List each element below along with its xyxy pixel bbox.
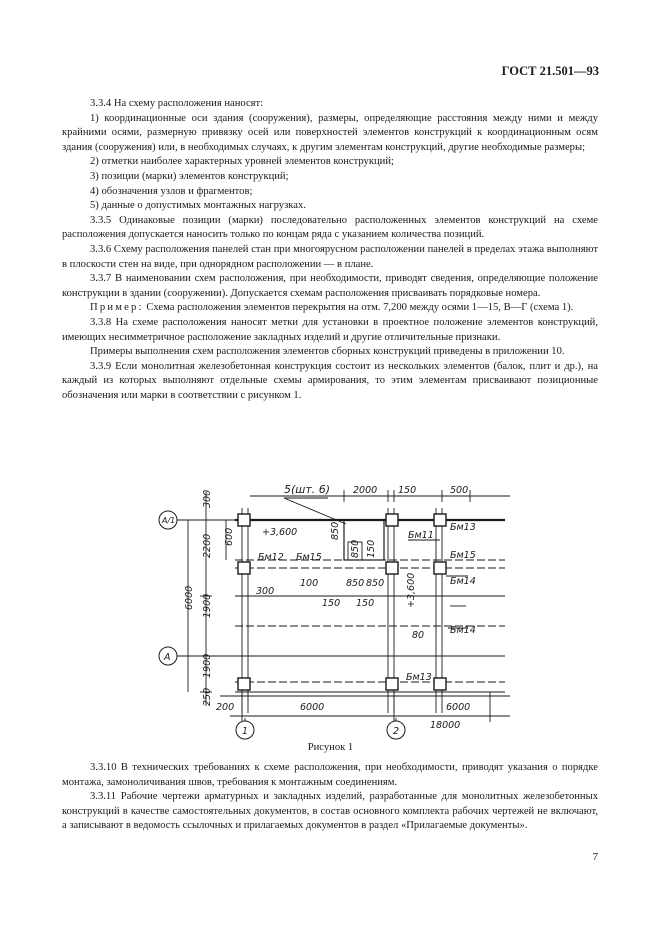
figure-1-drawing bbox=[150, 478, 530, 743]
section-text-upper bbox=[62, 97, 598, 403]
dim-150-a: 150 bbox=[366, 539, 377, 558]
example-paragraph bbox=[62, 301, 598, 316]
dim-6000-vertical: 6000 bbox=[184, 585, 195, 610]
dim-150-c: 150 bbox=[356, 598, 375, 609]
dim-100: 100 bbox=[300, 578, 319, 589]
dim-2200: 2200 bbox=[202, 533, 213, 558]
dim-300-mid: 300 bbox=[256, 586, 275, 597]
dim-80: 80 bbox=[412, 630, 425, 641]
dim-150-top: 150 bbox=[398, 485, 417, 496]
paragraph-3-3-11: 3.3.11 Рабочие чертежи арматурных и закладных изделий, разработанные для монолитных железобетонных конструкций в качестве самостоятельных документов, в состав основного комплекта рабочих чертежей не включают, а записывают в ведомость ссылочных и прилагаемых документов в раздел «Прилагаемые документы». bbox=[62, 791, 598, 832]
list-item-3: 3) позиции (марки) элементов конструкций; bbox=[90, 170, 289, 182]
axis-label-a1: А/1 bbox=[162, 516, 176, 525]
dim-200: 200 bbox=[216, 702, 235, 713]
dim-1900-a: 1900 bbox=[202, 593, 213, 618]
example-label: Пример: bbox=[90, 302, 144, 314]
axis-label-2: 2 bbox=[393, 726, 400, 737]
section-text-lower bbox=[62, 761, 598, 834]
paragraph-3-3-6: 3.3.6 Схему расположения панелей стан при многоярусном расположении панелей в пределах этажа выполняют в плоскости стен на виде, при однорядном расположении — в плане. bbox=[62, 243, 598, 270]
list-item-1: 1) координационные оси здания (сооружения), размеры, определяющие расстояния между ними и между крайними осями, размерную привязку осей или поверхностей элементов конструкций к координационным осям здания (сооружения) или, в необходимых случаях, к другим элементам конструкций, другие необходимые размеры; bbox=[62, 112, 598, 153]
paragraph-examples: Примеры выполнения схем расположения элементов сборных конструкций приведены в приложении 10. bbox=[90, 346, 565, 358]
dim-300-top: 300 bbox=[202, 489, 213, 508]
example-text: Схема расположения элементов перекрытия на отм. 7,200 между осями 1—15, В—Г (схема 1). bbox=[143, 302, 574, 314]
dim-2000: 2000 bbox=[353, 485, 378, 496]
paragraph-3-3-4: 3.3.4 На схему расположения наносят: bbox=[90, 98, 264, 109]
mark-bm13-upper: Бм13 bbox=[450, 522, 476, 533]
paragraph-3-3-7: 3.3.7 В наименовании схем расположения, при необходимости, приводят сведения, определяющие положение конструкции в здании (сооружении). Допускается схемам расположения присваивать порядковые номера. bbox=[62, 273, 598, 299]
dim-850-c: 850 bbox=[366, 578, 385, 589]
dim-600: 600 bbox=[224, 527, 235, 546]
page-number: 7 bbox=[592, 851, 598, 863]
document-code-header: ГОСТ 21.501—93 bbox=[501, 64, 599, 78]
mark-bm12: Бм12 bbox=[258, 552, 284, 563]
dim-6000-a: 6000 bbox=[300, 702, 325, 713]
dim-850-vertical: 850 bbox=[330, 521, 341, 540]
list-item-5: 5) данные о допустимых монтажных нагрузках. bbox=[90, 200, 306, 212]
paragraph-3-3-8: 3.3.8 На схеме расположения наносят метки для установки в проектное положение элементов конструкций, имеющих несимметричное расположение закладных изделий и другие отличительные признаки. bbox=[62, 316, 598, 343]
paragraph-3-3-9: 3.3.9 Если монолитная железобетонная конструкция состоит из нескольких элементов (балок, плит и др.), на каждый из которых выполняют отдельные схемы армирования, то этим элементам присваивают позиционные обозначения или марки в соответствии с рисунком 1. bbox=[62, 360, 598, 401]
mark-bm14-upper: Бм14 bbox=[450, 576, 476, 587]
axis-label-a: А bbox=[164, 652, 171, 663]
mark-bm13-lower: Бм13 bbox=[406, 672, 432, 683]
paragraph-3-3-10: 3.3.10 В технических требованиях к схеме расположения, при необходимости, приводят указания о порядке монтажа, замоноличивания швов, требования к монтажным соединениям. bbox=[62, 762, 598, 788]
dim-850-a: 850 bbox=[350, 539, 361, 558]
dim-1900-b: 1900 bbox=[202, 653, 213, 678]
mark-bm15: Бм15 bbox=[296, 552, 322, 563]
level-mark-3600: +3,600 bbox=[262, 527, 298, 538]
dim-850-b: 850 bbox=[346, 578, 365, 589]
position-callout: 5(шт. 6) bbox=[284, 483, 331, 496]
list-item-4: 4) обозначения узлов и фрагментов; bbox=[90, 185, 253, 197]
figure-caption: Рисунок 1 bbox=[307, 742, 354, 753]
list-item-2: 2) отметки наиболее характерных уровней элементов конструкций; bbox=[90, 156, 394, 168]
dim-250: 250 bbox=[202, 687, 213, 706]
dim-6000-b: 6000 bbox=[446, 702, 471, 713]
dim-500: 500 bbox=[450, 485, 469, 496]
mark-bm15-right: Бм15 bbox=[450, 550, 476, 561]
dim-150-b: 150 bbox=[322, 598, 341, 609]
mark-bm14-lower: Бм14 bbox=[450, 625, 476, 636]
paragraph-3-3-5: 3.3.5 Одинаковые позиции (марки) последовательно расположенных элементов конструкций на схеме расположения допускается наносить только по концам ряда с указанием количества позиций. bbox=[62, 214, 598, 241]
mark-bm11: Бм11 bbox=[408, 530, 434, 541]
level-mark-3600-vertical: +3,600 bbox=[406, 572, 417, 608]
dim-18000: 18000 bbox=[430, 720, 461, 731]
axis-label-1: 1 bbox=[242, 726, 249, 737]
